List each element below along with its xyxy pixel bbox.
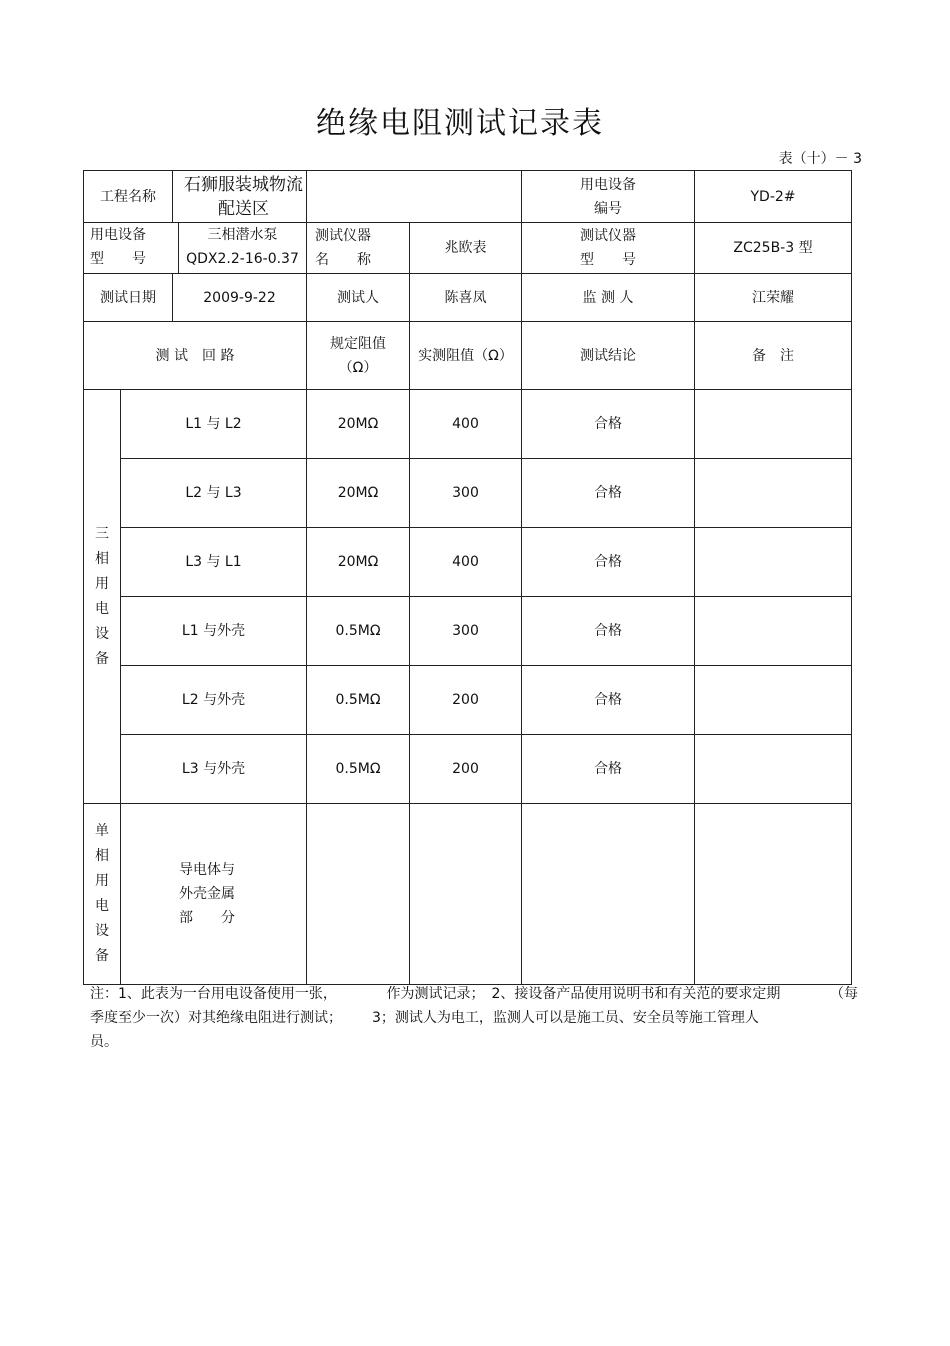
device-no-label-line2: 编号 bbox=[594, 200, 622, 217]
row-spec: 0.5MΩ bbox=[307, 597, 410, 666]
page-title: 绝缘电阻测试记录表 bbox=[316, 106, 604, 141]
table-row bbox=[84, 528, 852, 597]
row-result: 合格 bbox=[522, 459, 695, 528]
device-model-label-line1: 用电设备 bbox=[90, 227, 146, 243]
row-remark bbox=[695, 528, 852, 597]
instrument-model-label-line2: 型 号 bbox=[580, 252, 636, 268]
header-spec-line2: （Ω） bbox=[338, 359, 378, 376]
row-spec: 0.5MΩ bbox=[307, 666, 410, 735]
row-spec: 20MΩ bbox=[307, 528, 410, 597]
row-circuit: L1 与 L2 bbox=[121, 390, 307, 459]
row-remark bbox=[695, 390, 852, 459]
row-result: 合格 bbox=[522, 390, 695, 459]
row-result: 合格 bbox=[522, 735, 695, 804]
single-phase-char: 设 bbox=[95, 923, 109, 939]
single-phase-circuit bbox=[121, 804, 307, 985]
footnote-part1: 注：1、此表为一台用电设备使用一张， bbox=[90, 986, 337, 1002]
instrument-model-value: ZC25B-3 型 bbox=[695, 223, 852, 274]
info-row-models bbox=[84, 223, 852, 274]
supervisor-value: 江荣耀 bbox=[695, 274, 852, 322]
tester-value: 陈喜凤 bbox=[410, 274, 522, 322]
single-phase-row bbox=[84, 804, 852, 985]
row-spec: 20MΩ bbox=[307, 390, 410, 459]
single-phase-circuit-line: 部 分 bbox=[179, 910, 235, 926]
single-phase-char: 单 bbox=[95, 823, 109, 839]
three-phase-char: 电 bbox=[95, 600, 109, 617]
single-phase-char: 电 bbox=[95, 898, 109, 914]
three-phase-char: 用 bbox=[95, 575, 109, 592]
row-remark bbox=[695, 666, 852, 735]
single-phase-result bbox=[522, 804, 695, 985]
project-label: 工程名称 bbox=[84, 171, 173, 222]
row-measured: 300 bbox=[410, 459, 522, 528]
row-circuit: L3 与 L1 bbox=[121, 528, 307, 597]
instrument-model-label bbox=[522, 223, 695, 274]
device-model-label bbox=[84, 223, 179, 273]
row-circuit: L3 与外壳 bbox=[121, 735, 307, 804]
table-row bbox=[84, 597, 852, 666]
row-measured: 200 bbox=[410, 666, 522, 735]
header-circuit: 测 试 回 路 bbox=[84, 322, 307, 390]
row-result: 合格 bbox=[522, 528, 695, 597]
footnote-part5: 3；测试人为电工，监测人可以是施工员、安全员等施工管理人 bbox=[372, 1010, 759, 1026]
date-value: 2009-9-22 bbox=[203, 289, 276, 306]
row-circuit: L2 与 L3 bbox=[121, 459, 307, 528]
project-value: 石狮服装城物流配送区 bbox=[184, 174, 303, 219]
instrument-name-label-line2: 名 称 bbox=[315, 252, 371, 268]
device-no-label-line1: 用电设备 bbox=[580, 176, 636, 193]
instrument-name-value: 兆欧表 bbox=[410, 223, 522, 274]
row-circuit: L1 与外壳 bbox=[121, 597, 307, 666]
supervisor-label: 监 测 人 bbox=[522, 274, 695, 322]
row-measured: 300 bbox=[410, 597, 522, 666]
info-row-project bbox=[84, 171, 852, 223]
single-phase-char: 用 bbox=[95, 873, 109, 889]
footnote-part3: （每 bbox=[830, 986, 858, 1002]
row-remark bbox=[695, 459, 852, 528]
date-label: 测试日期 bbox=[84, 274, 173, 321]
single-phase-char: 备 bbox=[95, 948, 109, 964]
single-phase-spec bbox=[307, 804, 410, 985]
three-phase-char: 三 bbox=[95, 525, 109, 542]
three-phase-char: 备 bbox=[95, 650, 109, 667]
row-circuit: L2 与外壳 bbox=[121, 666, 307, 735]
table-row bbox=[84, 666, 852, 735]
row-spec: 20MΩ bbox=[307, 459, 410, 528]
column-header-row bbox=[84, 322, 852, 390]
header-spec bbox=[307, 322, 410, 390]
row-remark bbox=[695, 597, 852, 666]
three-phase-char: 相 bbox=[95, 550, 109, 567]
header-remark: 备 注 bbox=[695, 322, 852, 390]
header-measured: 实测阻值（Ω） bbox=[410, 322, 522, 390]
table-row bbox=[84, 390, 852, 459]
insulation-record-table bbox=[83, 170, 852, 985]
device-model-label-line2: 型 号 bbox=[90, 251, 146, 267]
info-row-date bbox=[84, 274, 852, 322]
footnote-line1 bbox=[90, 982, 858, 1006]
form-reference: 表（十）－ 3 bbox=[778, 151, 862, 167]
three-phase-char: 设 bbox=[95, 625, 109, 642]
single-phase-group-label bbox=[84, 804, 121, 985]
instrument-name-label-line1: 测试仪器 bbox=[315, 228, 371, 244]
row-measured: 400 bbox=[410, 390, 522, 459]
row-result: 合格 bbox=[522, 666, 695, 735]
footnote-line3: 员。 bbox=[90, 1034, 118, 1050]
project-blank bbox=[307, 171, 522, 223]
single-phase-char: 相 bbox=[95, 848, 109, 864]
row-measured: 400 bbox=[410, 528, 522, 597]
single-phase-remark bbox=[695, 804, 852, 985]
device-no-value: YD-2# bbox=[695, 171, 852, 223]
row-spec: 0.5MΩ bbox=[307, 735, 410, 804]
single-phase-measured bbox=[410, 804, 522, 985]
header-conclusion: 测试结论 bbox=[522, 322, 695, 390]
table-row bbox=[84, 735, 852, 804]
instrument-name-label bbox=[307, 223, 410, 274]
row-measured: 200 bbox=[410, 735, 522, 804]
row-remark bbox=[695, 735, 852, 804]
header-spec-line1: 规定阻值 bbox=[330, 335, 386, 352]
single-phase-circuit-line: 外壳金属 bbox=[179, 886, 235, 902]
row-result: 合格 bbox=[522, 597, 695, 666]
footnote-line2 bbox=[90, 1006, 858, 1030]
device-model-value-line2: QDX2.2-16-0.37 bbox=[186, 251, 299, 267]
footnote-part4: 季度至少一次）对其绝缘电阻进行测试； bbox=[90, 1010, 342, 1026]
footnote-part2: 作为测试记录； 2、接设备产品使用说明书和有关范的要求定期 bbox=[386, 986, 781, 1002]
single-phase-circuit-line: 导电体与 bbox=[179, 862, 235, 878]
three-phase-group-label bbox=[84, 390, 121, 804]
table-row bbox=[84, 459, 852, 528]
tester-label: 测试人 bbox=[307, 274, 410, 322]
footnote bbox=[90, 982, 858, 1054]
device-no-label bbox=[522, 171, 695, 223]
device-model-value-line1: 三相潜水泵 bbox=[207, 227, 278, 243]
instrument-model-label-line1: 测试仪器 bbox=[580, 228, 636, 244]
device-model-value bbox=[179, 223, 306, 273]
